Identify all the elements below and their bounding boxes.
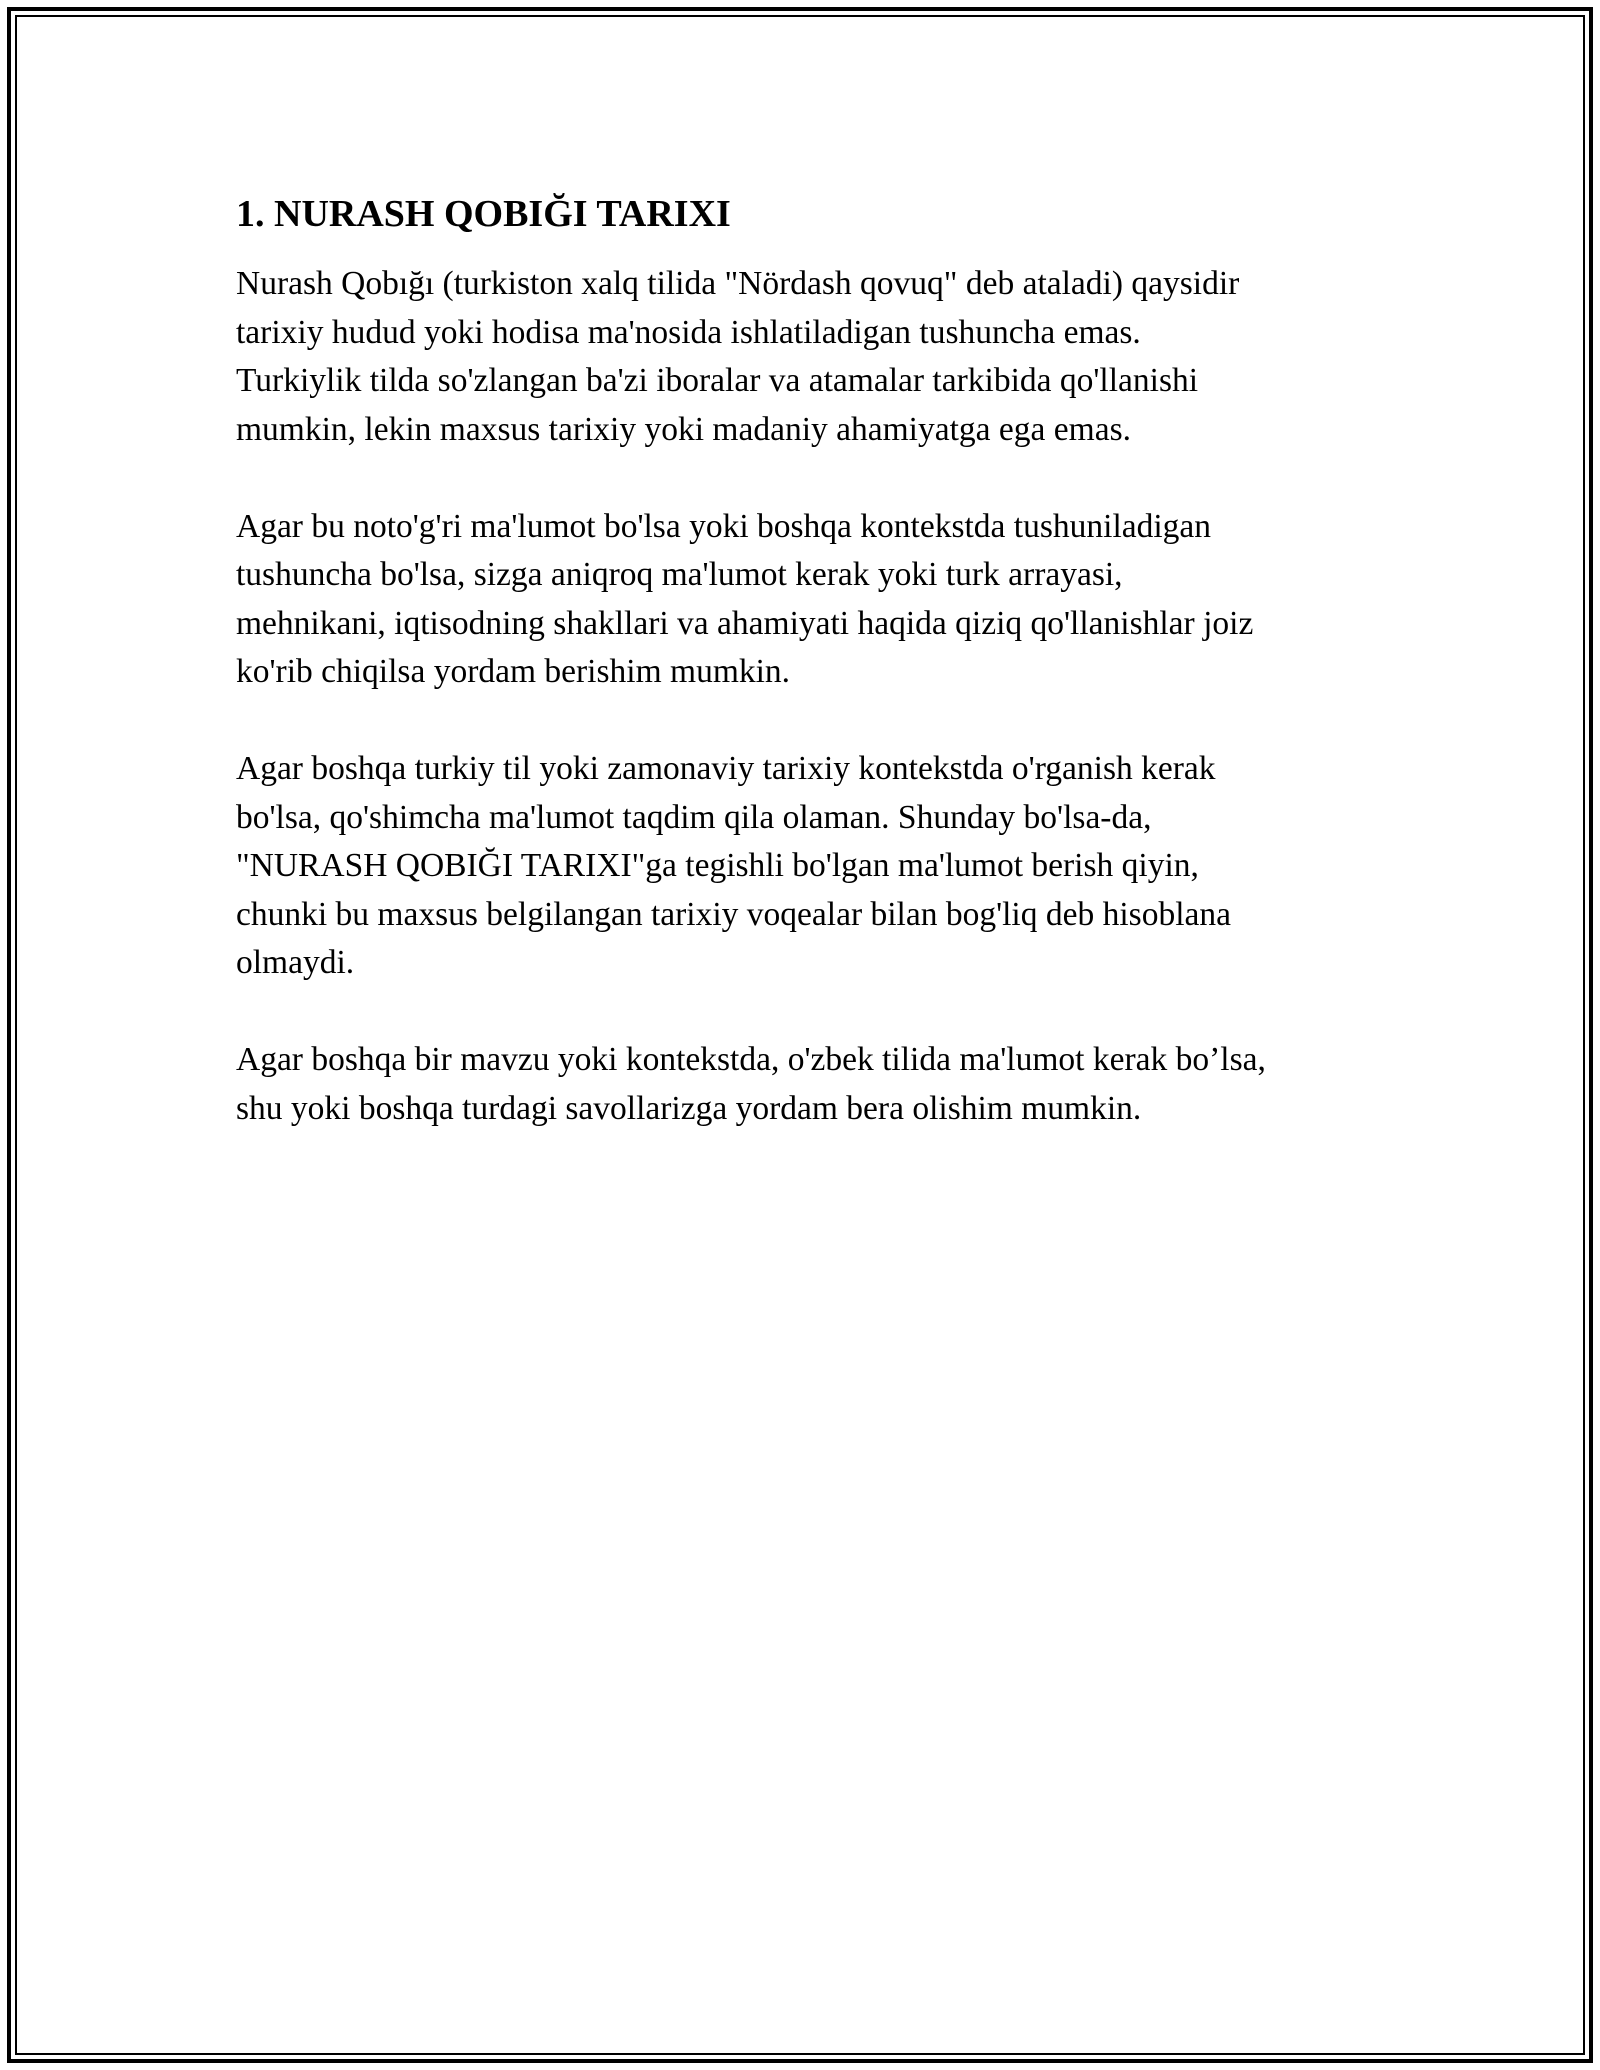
paragraph-line: ko'rib chiqilsa yordam berishim mumkin. [236,653,791,690]
paragraph-line: Turkiylik tilda so'zlangan ba'zi iboralar va atamalar tarkibida qo'llanishi [236,362,1199,399]
paragraph-line: Agar bu noto'g'ri ma'lumot bo'lsa yoki boshqa kontekstda tushuniladigan [236,507,1212,545]
paragraph-line: Agar boshqa turkiy til yoki zamonaviy tarixiy kontekstda o'rganish kerak [236,750,1216,787]
paragraph-line: bo'lsa, qo'shimcha ma'lumot taqdim qila olaman. Shunday bo'lsa-da, [236,798,1152,836]
paragraph-3 [236,745,1376,988]
paragraph-1 [236,260,1376,454]
paragraph-line: Nurash Qobığı (turkiston xalq tilida "Nördash qovuq" deb ataladi) qaysidir [236,265,1240,302]
paragraph-line: tushuncha bo'lsa, sizga aniqroq ma'lumot kerak yoki turk arrayasi, [236,556,1123,593]
paragraph-line: "NURASH QOBIĞI TARIXI"ga tegishli bo'lgan ma'lumot berish qiyin, [236,847,1199,884]
paragraph-line: Agar boshqa bir mavzu yoki kontekstda, o'zbek tilida ma'lumot kerak bo’lsa, [236,1041,1266,1078]
paragraph-line: mehnikani, iqtisodning shakllari va ahamiyati haqida qiziq qo'llanishlar joiz [236,604,1254,642]
paragraph-line: olmaydi. [236,944,355,981]
document-title: 1. NURASH QOBIĞI TARIXI [236,193,731,235]
document-body [236,182,1376,1182]
paragraph-line: mumkin, lekin maxsus tarixiy yoki madaniy ahamiyatga ega emas. [236,410,1131,448]
paragraph-line: tarixiy hudud yoki hodisa ma'nosida ishlatiladigan tushuncha emas. [236,313,1141,351]
paragraph-line: shu yoki boshqa turdagi savollarizga yordam bera olishim mumkin. [236,1089,1142,1127]
paragraph-2 [236,503,1376,697]
paragraph-line: chunki bu maxsus belgilangan tarixiy voqealar bilan bog'liq deb hisoblana [236,895,1231,933]
paragraph-4 [236,1036,1376,1133]
